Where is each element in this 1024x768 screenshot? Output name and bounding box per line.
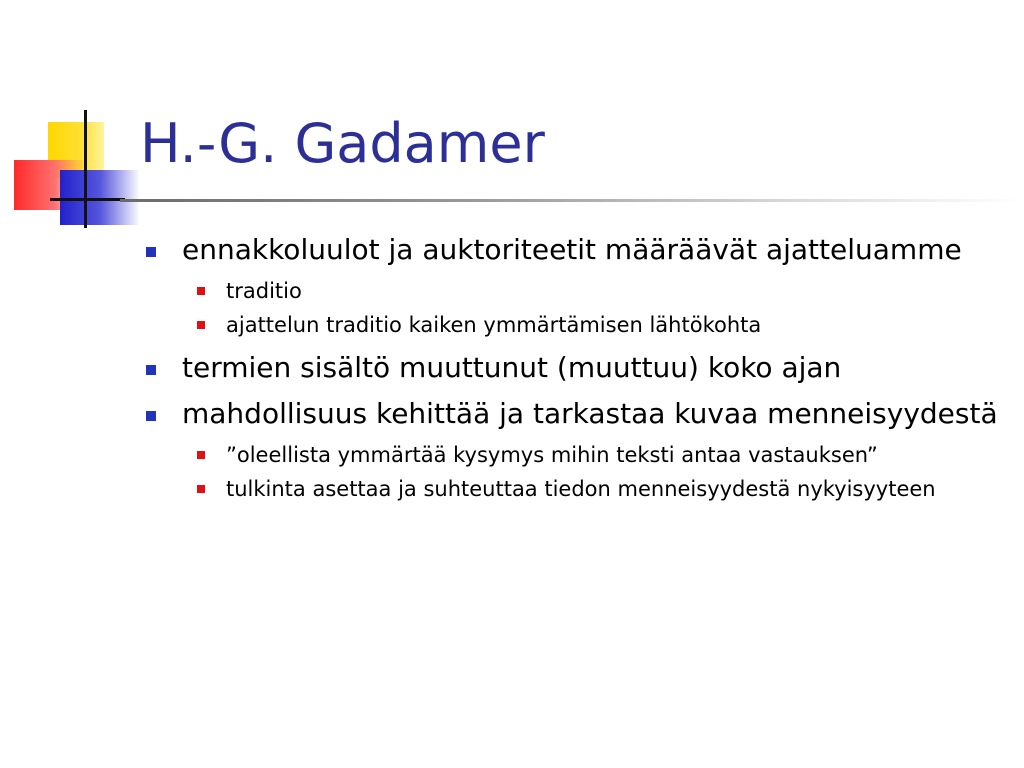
square-bullet-icon: [197, 485, 205, 493]
square-bullet-icon: [197, 451, 205, 459]
sub-bullet-text: traditio: [226, 279, 302, 303]
title-underline: [120, 199, 1020, 202]
slide-title: H.-G. Gadamer: [140, 112, 545, 175]
square-bullet-icon: [146, 247, 156, 257]
bullet-item-3: [140, 396, 1010, 432]
bullet-item-2: [140, 350, 1010, 386]
square-bullet-icon: [197, 287, 205, 295]
decorative-squares-logo: [0, 0, 140, 240]
sub-bullet-item-1-2: [140, 310, 1010, 340]
square-bullet-icon: [146, 411, 156, 421]
square-bullet-icon: [146, 365, 156, 375]
sub-bullet-text: tulkinta asettaa ja suhteuttaa tiedon menneisyydestä nykyisyyteen: [226, 477, 936, 501]
bullet-list: [140, 232, 1010, 508]
sub-bullet-text: ajattelun traditio kaiken ymmärtämisen lähtökohta: [226, 313, 762, 337]
bullet-text: ennakkoluulot ja auktoriteetit määräävät ajatteluamme: [182, 233, 962, 266]
logo-horizontal-line: [50, 198, 125, 201]
sub-bullet-item-3-2: [140, 474, 1010, 504]
square-bullet-icon: [197, 321, 205, 329]
bullet-text: mahdollisuus kehittää ja tarkastaa kuvaa menneisyydestä: [182, 397, 998, 430]
sub-bullet-item-3-1: [140, 440, 1010, 470]
sub-bullet-item-1-1: [140, 276, 1010, 306]
bullet-text: termien sisältö muuttunut (muuttuu) koko ajan: [182, 351, 842, 384]
sub-bullet-text: ”oleellista ymmärtää kysymys mihin teksti antaa vastauksen”: [226, 443, 878, 467]
bullet-item-1: [140, 232, 1010, 268]
logo-vertical-line: [84, 110, 87, 228]
